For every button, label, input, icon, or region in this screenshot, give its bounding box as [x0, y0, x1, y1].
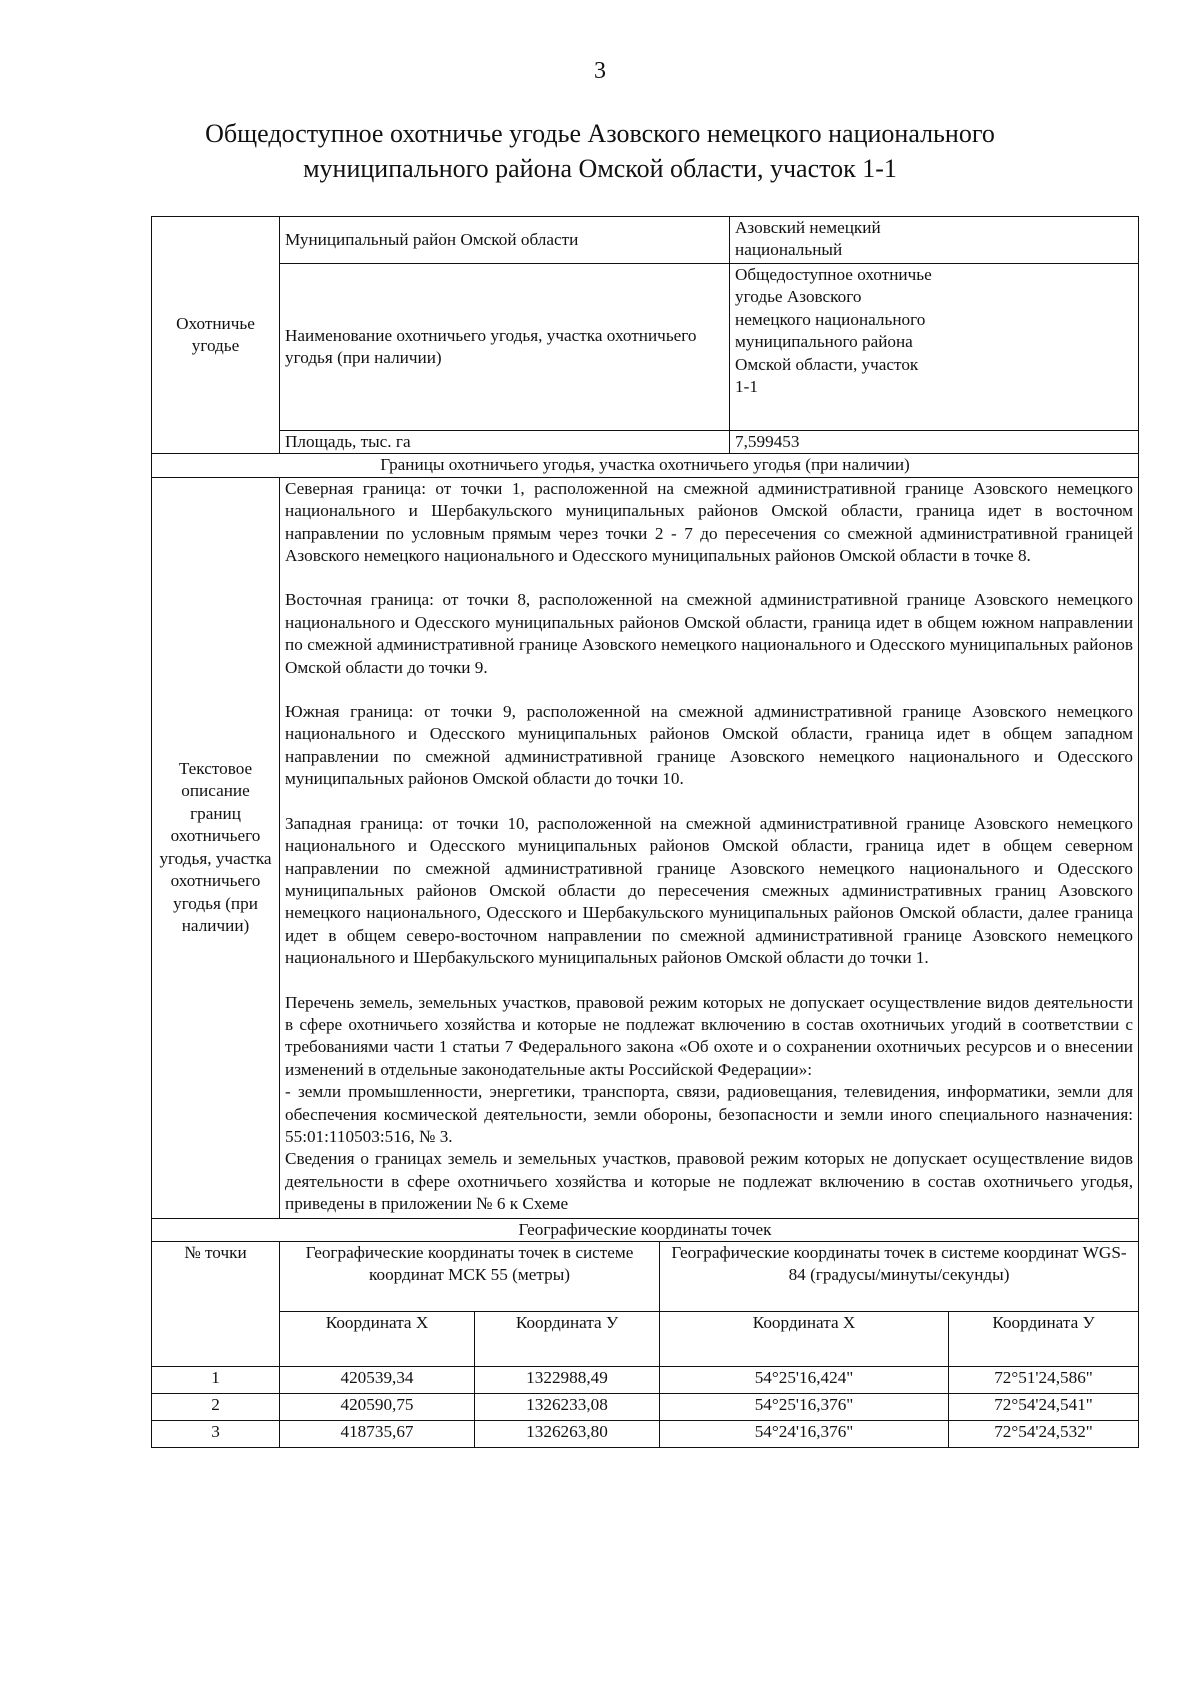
lands-note-text: Сведения о границах земель и земельных участков, правовой режим которых не допускает осуществление видов деятельности в сфере охотничьего хозяйства и которые не подлежат включению в состав охотничьего угодья, приведены в приложении № 6 к Схеме	[285, 1149, 1134, 1214]
wgs-y-value: 72°54'24,541"	[949, 1394, 1139, 1421]
msk-y-value: 1326233,08	[475, 1394, 660, 1421]
hunting-ground-label: Охотничье угодье	[152, 217, 280, 454]
district-field-label: Муниципальный район Омской области	[280, 217, 730, 264]
point-number: 3	[152, 1421, 280, 1448]
wgs-y-value: 72°51'24,586"	[949, 1367, 1139, 1394]
table-row	[152, 1394, 1139, 1421]
page-number: 3	[594, 58, 606, 84]
east-boundary-text: Восточная граница: от точки 8, расположенной на смежной административной границе Азовского немецкого национального и Одесского муниципальных районов Омской области, граница идет в общем южном направлении по смежной административной границе Азовского немецкого национального и Одесского муниципальных районов Омской области до точки 9.	[285, 590, 1134, 677]
text-description-body	[280, 477, 1139, 1218]
point-number-header: № точки	[152, 1242, 280, 1367]
document-title	[100, 116, 1100, 186]
wgs-y-header: Координата У	[949, 1312, 1139, 1367]
msk-x-header: Координата Х	[280, 1312, 475, 1367]
point-number: 1	[152, 1367, 280, 1394]
title-line-1: Общедоступное охотничье угодье Азовского немецкого национального	[205, 119, 995, 148]
south-boundary-text: Южная граница: от точки 9, расположенной на смежной административной границе Азовского немецкого национального и Одесского муниципальных районов Омской области, граница идет в общем западном направлении по смежной административной границе Азовского немецкого национального и Одесского муниципальных районов Омской области до точки 10.	[285, 702, 1134, 789]
district-field-value: Азовский немецкий национальный	[730, 217, 1139, 264]
wgs-y-value: 72°54'24,532"	[949, 1421, 1139, 1448]
msk-y-value: 1326263,80	[475, 1421, 660, 1448]
hunting-ground-table	[151, 216, 1139, 1448]
ground-name-field-value: Общедоступное охотничье угодье Азовского немецкого национального муниципального района Омской области, участок 1-1	[730, 264, 1139, 431]
lands-item-text: - земли промышленности, энергетики, транспорта, связи, радиовещания, телевидения, информатики, земли для обеспечения космической деятельности, земли обороны, безопасности и земли иного специального назначения: 55:01:110503:516, № 3.	[285, 1082, 1134, 1146]
ground-name-field-label: Наименование охотничьего угодья, участка охотничьего угодья (при наличии)	[280, 264, 730, 431]
lands-list-text: Перечень земель, земельных участков, правовой режим которых не допускает осуществление видов деятельности в сфере охотничьего хозяйства и которые не подлежат включению в состав охотничьих угодий в соответствии с требованиями части 1 статьи 7 Федерального закона «Об охоте и о сохранении охотничьих ресурсов и о внесении изменений в отдельные законодательные акты Российской Федерации»:	[285, 992, 1134, 1079]
west-boundary-text: Западная граница: от точки 10, расположенной на смежной административной границе Азовского немецкого национального и Одесского муниципальных районов Омской области, граница идет в общем северном направлении по смежной административной границе Азовского немецкого национального и Одесского муниципальных районов Омской области до пересечения смежных административных границ Азовского немецкого национального, Одесского и Шербакульского муниципальных районов Омской области, далее граница идет в общем северо-восточном направлении по смежной административной границе Азовского немецкого национального и Шербакульского муниципальных районов Омской области до точки 1.	[285, 813, 1134, 968]
wgs-x-header: Координата Х	[660, 1312, 949, 1367]
msk-x-value: 420590,75	[280, 1394, 475, 1421]
table-row	[152, 1421, 1139, 1448]
boundaries-header: Границы охотничьего угодья, участка охотничьего угодья (при наличии)	[152, 454, 1139, 477]
wgs-x-value: 54°25'16,424"	[660, 1367, 949, 1394]
wgs-x-value: 54°24'16,376"	[660, 1421, 949, 1448]
wgs-x-value: 54°25'16,376"	[660, 1394, 949, 1421]
msk-y-value: 1322988,49	[475, 1367, 660, 1394]
title-line-2: муниципального района Омской области, участок 1-1	[303, 154, 897, 183]
msk-header: Географические координаты точек в системе координат МСК 55 (метры)	[280, 1242, 660, 1312]
coordinates-header: Географические координаты точек	[152, 1218, 1139, 1241]
area-field-label: Площадь, тыс. га	[280, 431, 730, 454]
area-field-value: 7,599453	[730, 431, 1139, 454]
msk-x-value: 420539,34	[280, 1367, 475, 1394]
text-description-label: Текстовое описание границ охотничьего угодья, участка охотничьего угодья (при наличии)	[152, 477, 280, 1218]
msk-x-value: 418735,67	[280, 1421, 475, 1448]
point-number: 2	[152, 1394, 280, 1421]
wgs-header: Географические координаты точек в системе координат WGS-84 (градусы/минуты/секунды)	[660, 1242, 1139, 1312]
north-boundary-text: Северная граница: от точки 1, расположенной на смежной административной границе Азовского немецкого национального и Шербакульского муниципальных районов Омской области, граница идет в восточном направлении по условным прямым через точки 2 - 7 до пересечения со смежной административной границей Азовского немецкого национального и Одесского муниципальных районов Омской области в точке 8.	[285, 478, 1134, 566]
msk-y-header: Координата У	[475, 1312, 660, 1367]
table-row	[152, 1367, 1139, 1394]
